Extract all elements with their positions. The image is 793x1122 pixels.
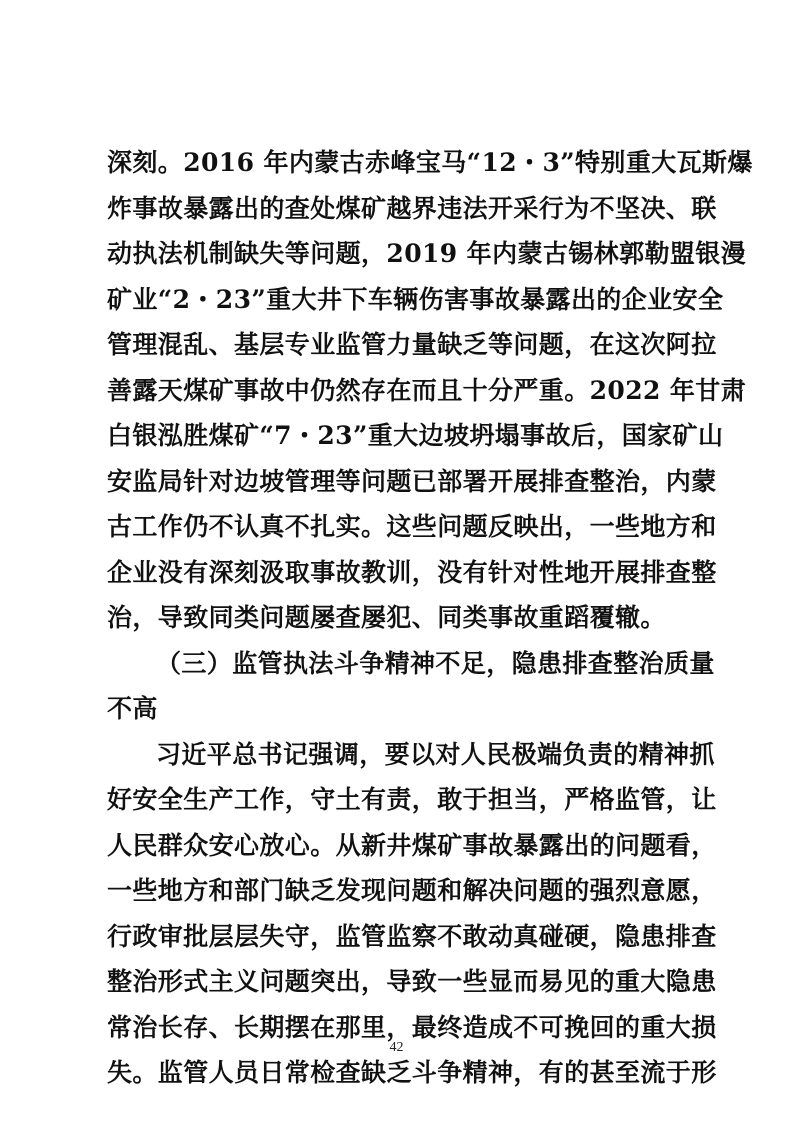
body-text-line: 安监局针对边坡管理等问题已部署开展排查整治，内蒙 <box>107 467 717 496</box>
body-text-line: 人民群众安心放心。从新井煤矿事故暴露出的问题看， <box>107 831 717 860</box>
body-text-line: 常治长存、长期摆在那里，最终造成不可挽回的重大损 <box>107 1013 717 1042</box>
body-text-line: 炸事故暴露出的查处煤矿越界违法开采行为不坚决、联 <box>107 194 717 223</box>
body-text-line: 治，导致同类问题屡查屡犯、同类事故重蹈覆辙。 <box>107 603 666 632</box>
paragraph-first-line: 习近平总书记强调，要以对人民极端负责的精神抓 <box>156 740 715 769</box>
body-text-line: 行政审批层层失守，监管监察不敢动真碰硬，隐患排查 <box>107 922 717 951</box>
body-text-line: 矿业“2・23”重大井下车辆伤害事故暴露出的企业安全 <box>107 285 724 314</box>
body-text-line: 企业没有深刻汲取事故教训，没有针对性地开展排查整 <box>107 558 717 587</box>
body-text-line: 失。监管人员日常检查缺乏斗争精神，有的甚至流于形 <box>107 1058 717 1087</box>
body-text-line: 古工作仍不认真不扎实。这些问题反映出，一些地方和 <box>107 512 717 541</box>
body-text-line: 一些地方和部门缺乏发现问题和解决问题的强烈意愿， <box>107 876 717 905</box>
page-number: 42 <box>389 1040 404 1055</box>
body-text-line: 白银泓胜煤矿“7・23”重大边坡坍塌事故后，国家矿山 <box>107 421 724 450</box>
body-text-line: 好安全生产工作，守土有责，敢于担当，严格监管，让 <box>107 785 717 814</box>
body-text-line: 动执法机制缺失等问题，2019 年内蒙古锡林郭勒盟银漫 <box>107 239 747 268</box>
body-text-line: 善露天煤矿事故中仍然存在而且十分严重。2022 年甘肃 <box>107 376 747 405</box>
body-text-line: 整治形式主义问题突出，导致一些显而易见的重大隐患 <box>107 967 717 996</box>
section-heading: （三）监管执法斗争精神不足，隐患排查整治质量 <box>156 649 715 678</box>
body-text-line: 深刻。2016 年内蒙古赤峰宝马“12・3”特别重大瓦斯爆 <box>107 148 753 177</box>
section-heading-continued: 不高 <box>107 694 158 723</box>
body-text-line: 管理混乱、基层专业监管力量缺乏等问题，在这次阿拉 <box>107 330 717 359</box>
